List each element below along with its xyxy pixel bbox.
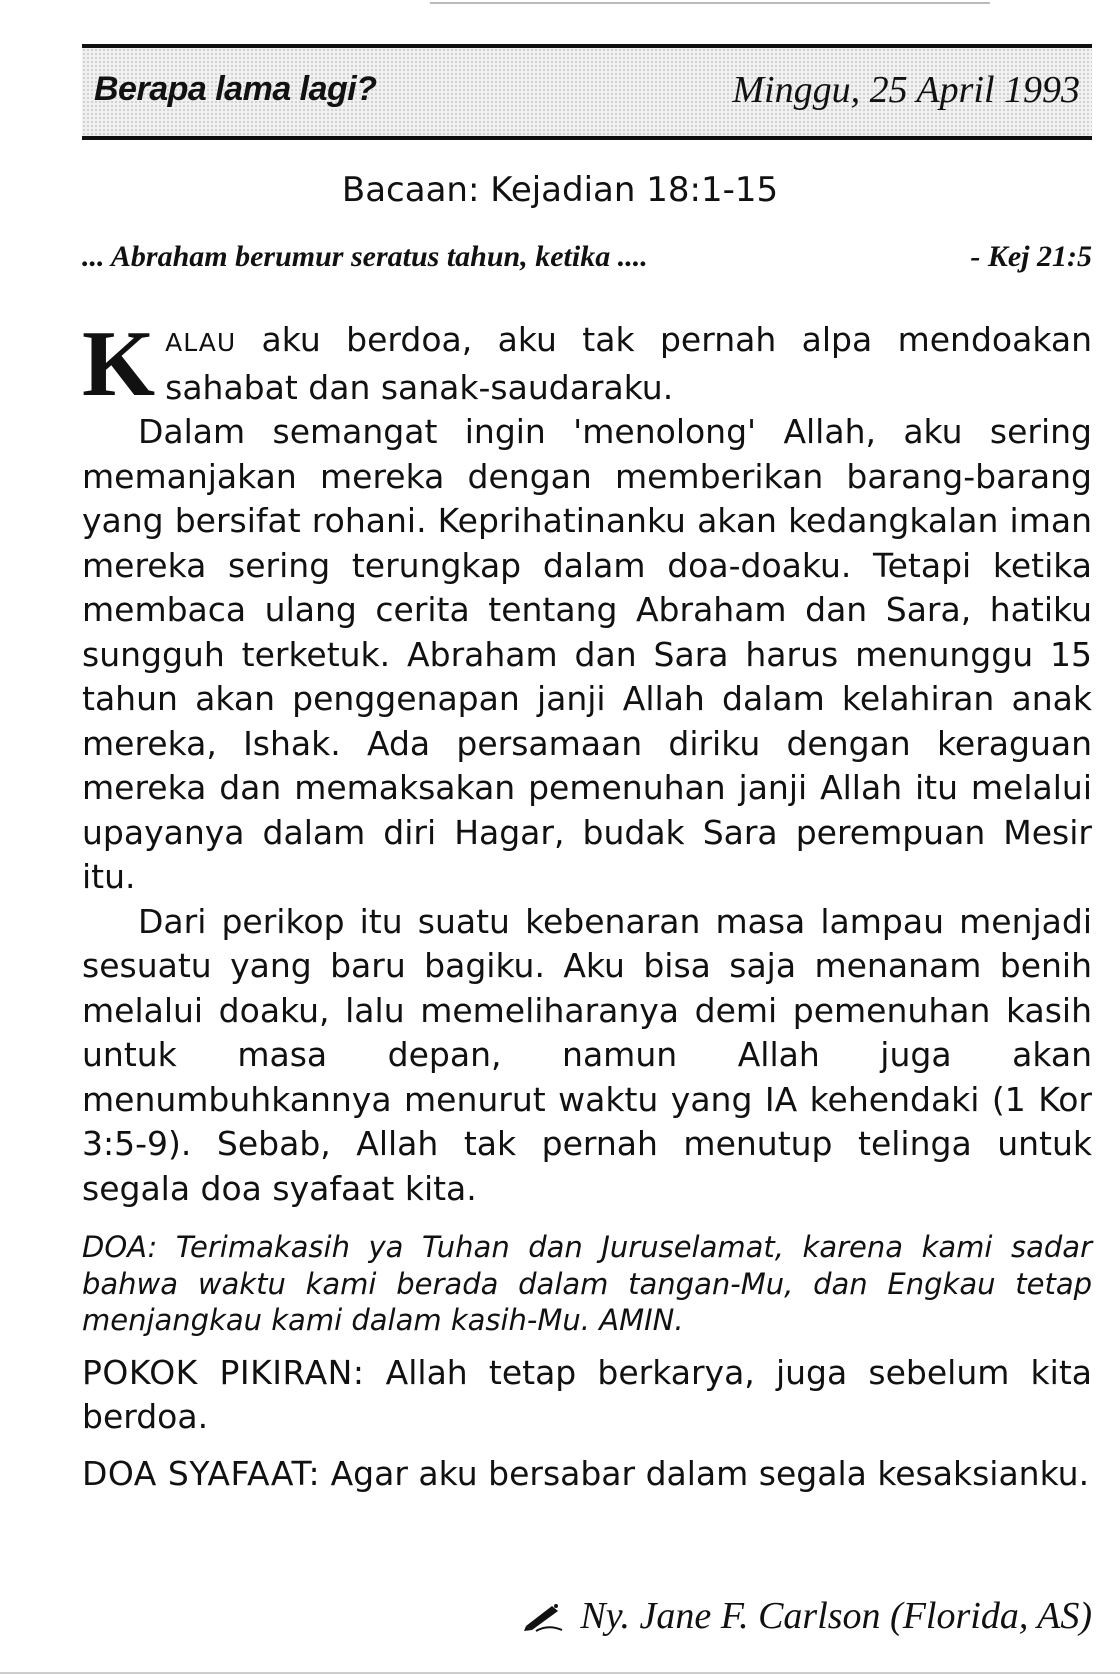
- key-verse: [82, 240, 1092, 284]
- key-thought: [82, 1351, 1092, 1440]
- paragraph-1-text: aku berdoa, aku tak pernah alpa mendoakan sahabat dan sanak-saudaraku.: [165, 320, 1092, 407]
- devotion-body: [82, 312, 1092, 1496]
- paragraph-1: [82, 312, 1092, 416]
- author-signature: [522, 1594, 1092, 1642]
- devotion-date: Minggu, 25 April 1993: [732, 69, 1080, 111]
- header-band: [82, 44, 1092, 140]
- intercession-text: Agar aku bersabar dalam segala kesaksianku.: [320, 1453, 1090, 1493]
- key-thought-label: POKOK PIKIRAN:: [82, 1352, 365, 1392]
- top-scan-rule: [430, 2, 990, 4]
- intercession: [82, 1452, 1092, 1497]
- author-name: Ny. Jane F. Carlson (Florida, AS): [580, 1595, 1092, 1637]
- devotion-title: Berapa lama lagi?: [94, 70, 377, 108]
- paragraph-2: Dalam semangat ingin 'menolong' Allah, aku sering memanjakan mereka dengan memberikan barang-barang yang bersifat rohani. Keprihatinanku akan kedangkalan iman mereka sering terungkap dalam doa-doaku. Tetapi ketika membaca ulang cerita tentang Abraham dan Sara, hatiku sungguh terketuk. Abraham dan Sara harus menunggu 15 tahun akan penggenapan janji Allah dalam kelahiran anak mereka, Ishak. Ada persamaan diriku dengan keraguan mereka dan memaksakan pemenuhan janji Allah itu melalui upayanya dalam diri Hagar, budak Sara perempuan Mesir itu.: [82, 412, 1092, 896]
- bottom-scan-rule: [0, 1672, 1120, 1674]
- key-thought-text: Allah tetap berkarya, juga sebelum kita berdoa.: [82, 1352, 1092, 1436]
- drop-cap: K: [82, 312, 156, 416]
- prayer: DOA: Terimakasih ya Tuhan dan Juruselamat, karena kami sadar bahwa waktu kami berada dalam tangan-Mu, dan Engkau tetap menjangkau kami dalam kasih-Mu. AMIN.: [82, 1230, 1092, 1337]
- lead-smallcap: ALAU: [165, 328, 237, 357]
- key-verse-text: ... Abraham berumur seratus tahun, ketika ....: [82, 240, 648, 273]
- key-verse-reference: - Kej 21:5: [970, 240, 1092, 273]
- scripture-reading: Bacaan: Kejadian 18:1-15: [341, 170, 779, 210]
- paragraph-3: Dari perikop itu suatu kebenaran masa lampau menjadi sesuatu yang baru bagiku. Aku bisa saja menanam benih melalui doaku, lalu memeliharanya demi pemenuhan kasih untuk masa depan, namun Allah juga akan menumbuhkannya menurut waktu yang IA kehendaki (1 Kor 3:5-9). Sebab, Allah tak pernah menutup telinga untuk segala doa syafaat kita.: [82, 901, 1092, 1208]
- intercession-label: DOA SYAFAAT:: [82, 1453, 321, 1493]
- pen-writing-icon: [522, 1598, 566, 1642]
